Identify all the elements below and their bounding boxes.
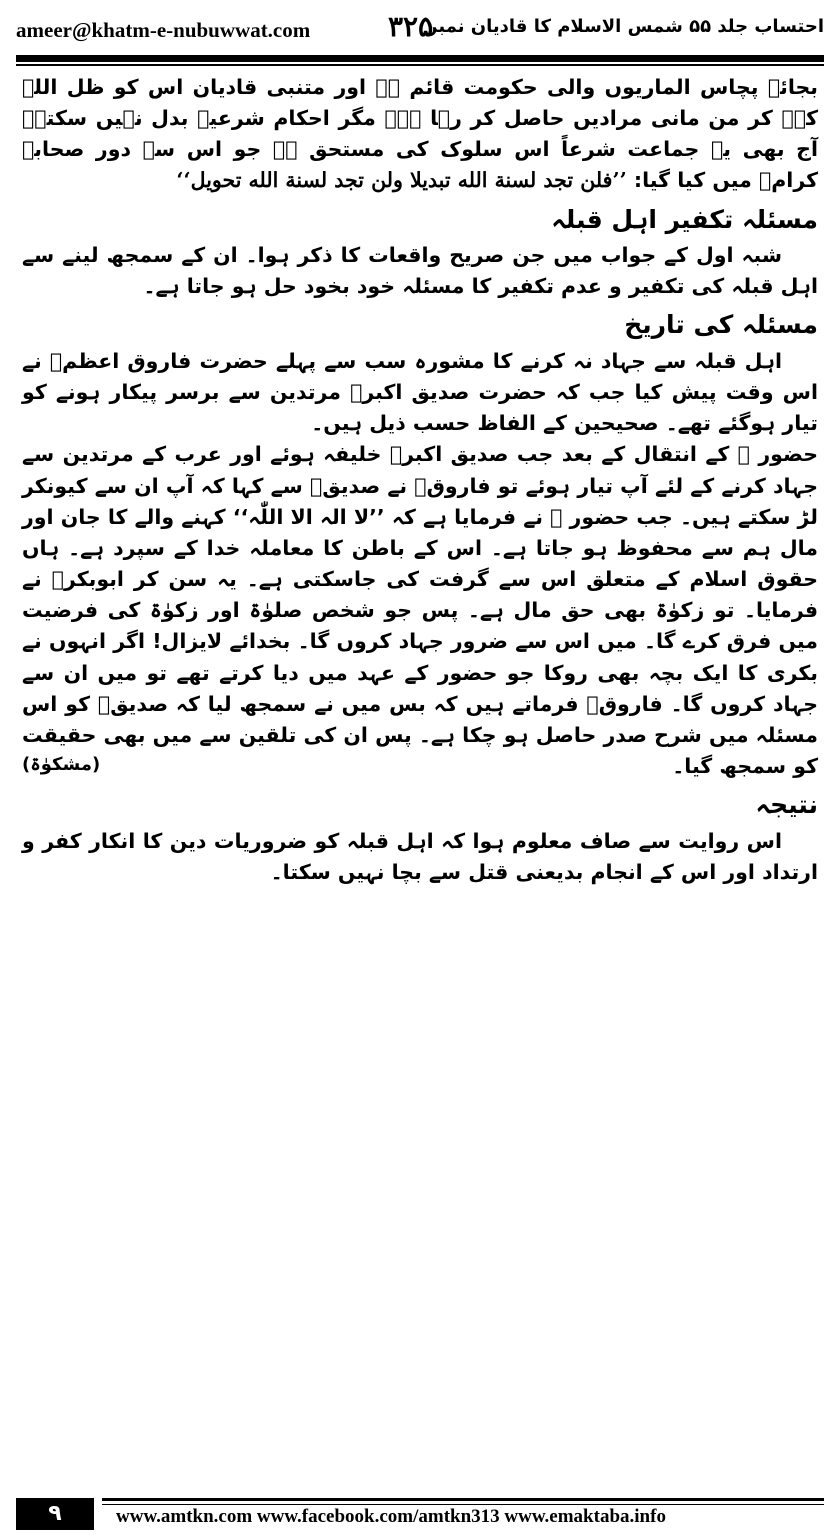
footer-rule-thin	[102, 1504, 824, 1505]
history-text-2: حضور ﷺ کے انتقال کے بعد جب صدیق اکبرؓ خلیفہ ہوئے اور عرب کے مرتدین سے جہاد کرنے کے لئے آپ تیار ہوئے تو فاروقؓ نے صدیقؓ سے کہا کہ آپ ان سے کیونکر لڑ سکتے ہیں۔ جب حضور ﷺ نے فرمایا ہے کہ ’’لا الہ الا اللّٰہ‘‘ کہنے والے کا جان اور مال ہم سے محفوظ ہو جاتا ہے۔ اس کے باطن کا معاملہ خدا کے سپرد ہے۔ ہاں حقوق اسلام کے متعلق اس سے گرفت کی جاسکتی ہے۔ یہ سن کر ابوبکرؓ نے فرمایا۔ تو زکوٰۃ بھی حق مال ہے۔ پس جو شخص صلوٰۃ اور زکوٰۃ کی فرضیت میں فرق کرے گا۔ میں اس سے ضرور جہاد کروں گا۔ بخدائے لایزال! اگر انہوں نے بکری کا ایک بچہ بھی روکا جو حضور کے عہد میں دیا کرتے تھے تو میں ان سے جہاد کروں گا۔ فاروقؓ فرماتے ہیں کہ بس میں نے سمجھ لیا کہ صدیقؓ کو اس مسئلہ میں شرح صدر حاصل ہو چکا ہے۔ پس ان کی تلقین سے میں بھی حقیقت کو سمجھ گیا۔	[22, 442, 818, 778]
quran-quote: ’’فلن تجد لسنة الله تبديلا ولن تجد لسنة الله تحويل‘‘	[176, 168, 627, 193]
page-body	[22, 72, 818, 888]
history-paragraph-1: اہل قبلہ سے جہاد نہ کرنے کا مشورہ سب سے پہلے حضرت فاروق اعظمؓ نے اس وقت پیش کیا جب کہ حضرت صدیق اکبرؓ مرتدین سے برسر پیکار ہونے کو تیار ہوگئے تھے۔ صحیحین کے الفاظ حسب ذیل ہیں۔	[22, 348, 818, 436]
footer-rule-thick	[102, 1498, 824, 1501]
history-paragraph-2	[22, 439, 818, 782]
footer-links[interactable]: www.amtkn.com www.facebook.com/amtkn313 www.emaktaba.info	[116, 1506, 666, 1527]
reference-mishkat: (مشکوٰۃ)	[22, 753, 101, 775]
intro-paragraph	[22, 72, 818, 197]
heading-result: نتیجہ	[755, 790, 818, 820]
footer-page-box: ۹	[16, 1498, 94, 1530]
header-title: احتساب جلد ۵۵ شمس الاسلام کا قادیان نمبر	[427, 16, 824, 37]
page-header	[16, 8, 824, 52]
heading-history: مسئلہ کی تاریخ	[624, 310, 818, 340]
intro-text: بجائے پچاس الماریوں والی حکومت قائم ہے اور متنبی قادیان اس کو ظل اللہ کہہ کر من مانی مرادیں حاصل کر رہا ہے۔ مگر احکام شرعیہ بدل نہیں سکتے۔ آج بھی یہ جماعت شرعاً اس سلوک کی مستحق ہے جو اس سے دور صحابہ کرامؓ میں کیا گیا:	[22, 75, 818, 193]
header-rule-thick	[16, 55, 824, 62]
result-paragraph: اس روایت سے صاف معلوم ہوا کہ اہل قبلہ کو ضروریات دین کا انکار کفر و ارتداد اور اس کے انجام بدیعنی قتل سے بچا نہیں سکتا۔	[22, 828, 818, 884]
header-page-number: ۳۲۵	[388, 10, 434, 43]
heading-takfir: مسئلہ تکفیر اہل قبلہ	[551, 204, 818, 234]
page-footer	[16, 1494, 824, 1534]
takfir-paragraph: شبہ اول کے جواب میں جن صریح واقعات کا ذکر ہوا۔ ان کے سمجھ لینے سے اہل قبلہ کی تکفیر و عدم تکفیر کا مسئلہ خود بخود حل ہو جاتا ہے۔	[22, 243, 818, 299]
header-rule-thin	[16, 64, 824, 66]
header-email[interactable]: ameer@khatm-e-nubuwwat.com	[16, 18, 311, 42]
